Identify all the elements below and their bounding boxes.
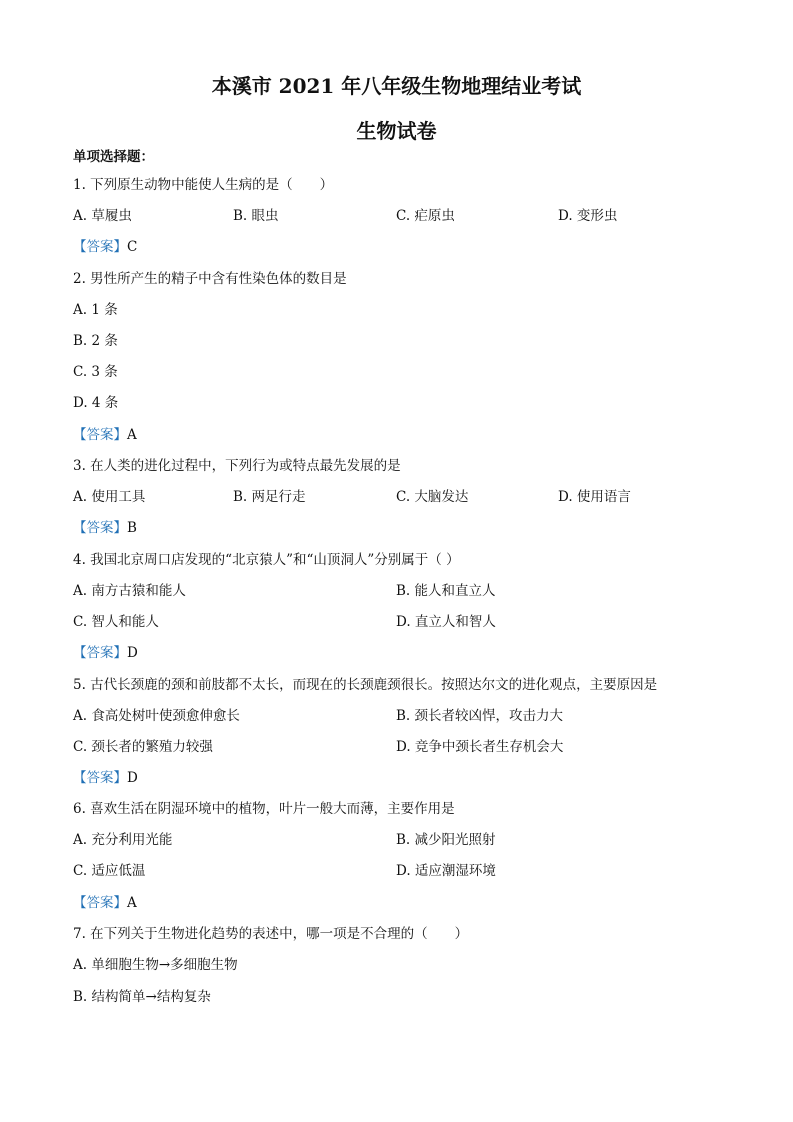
- question-3-option-c: C. 大脑发达: [396, 489, 469, 505]
- question-7-option-b: B. 结构简单→结构复杂: [73, 989, 211, 1005]
- answer-value: B: [127, 520, 137, 536]
- question-4-option-c: C. 智人和能人: [73, 614, 159, 630]
- question-5-stem: 5. 古代长颈鹿的颈和前肢都不太长，而现在的长颈鹿颈很长。按照达尔文的进化观点，主要原因是: [73, 677, 658, 693]
- question-6-option-d: D. 适应潮湿环境: [396, 863, 496, 879]
- question-7-stem: 7. 在下列关于生物进化趋势的表述中，哪一项是不合理的（ ）: [73, 926, 469, 942]
- answer-value: A: [127, 895, 137, 911]
- question-2-option-a: A. 1 条: [73, 302, 118, 318]
- question-6-stem: 6. 喜欢生活在阴湿环境中的植物，叶片一般大而薄，主要作用是: [73, 801, 455, 817]
- question-3-option-b: B. 两足行走: [233, 489, 306, 505]
- question-6-answer: [73, 894, 137, 912]
- question-6-option-b: B. 减少阳光照射: [396, 832, 496, 848]
- question-1-option-b: B. 眼虫: [233, 208, 279, 224]
- question-5-option-a: A. 食高处树叶使颈愈伸愈长: [73, 708, 240, 724]
- question-1-stem: 1. 下列原生动物中能使人生病的是（ ）: [73, 177, 334, 193]
- question-1-option-a: A. 草履虫: [73, 208, 132, 224]
- answer-tag: 【答案】: [73, 895, 127, 911]
- question-4-stem: 4. 我国北京周口店发现的“北京猿人”和“山顶洞人”分别属于（ ）: [73, 552, 460, 568]
- answer-tag: 【答案】: [73, 520, 127, 536]
- question-4-option-d: D. 直立人和智人: [396, 614, 496, 630]
- answer-tag: 【答案】: [73, 239, 127, 255]
- question-6-option-c: C. 适应低温: [73, 863, 146, 879]
- answer-value: D: [127, 645, 138, 661]
- question-2-option-c: C. 3 条: [73, 364, 118, 380]
- answer-tag: 【答案】: [73, 770, 127, 786]
- exam-title: 本溪市 2021 年八年级生物地理结业考试: [211, 74, 582, 98]
- question-1-option-d: D. 变形虫: [558, 208, 618, 224]
- question-2-stem: 2. 男性所产生的精子中含有性染色体的数目是: [73, 271, 347, 287]
- answer-value: D: [127, 770, 138, 786]
- section-heading: 单项选择题：: [73, 149, 154, 165]
- question-3-option-d: D. 使用语言: [558, 489, 631, 505]
- answer-tag: 【答案】: [73, 645, 127, 661]
- question-7-option-a: A. 单细胞生物→多细胞生物: [73, 957, 238, 973]
- question-3-answer: [73, 519, 137, 537]
- answer-value: C: [127, 239, 138, 255]
- question-3-stem: 3. 在人类的进化过程中，下列行为或特点最先发展的是: [73, 458, 401, 474]
- question-4-option-a: A. 南方古猿和能人: [73, 583, 186, 599]
- question-2-answer: [73, 426, 137, 444]
- answer-value: A: [127, 427, 137, 443]
- exam-subtitle: 生物试卷: [356, 119, 437, 143]
- question-2-option-b: B. 2 条: [73, 333, 118, 349]
- question-6-option-a: A. 充分利用光能: [73, 832, 173, 848]
- question-1-option-c: C. 疟原虫: [396, 208, 455, 224]
- question-2-option-d: D. 4 条: [73, 395, 119, 411]
- question-3-option-a: A. 使用工具: [73, 489, 146, 505]
- question-5-option-b: B. 颈长者较凶悍，攻击力大: [396, 708, 564, 724]
- question-5-option-c: C. 颈长者的繁殖力较强: [73, 739, 213, 755]
- question-4-option-b: B. 能人和直立人: [396, 583, 496, 599]
- question-5-option-d: D. 竞争中颈长者生存机会大: [396, 739, 564, 755]
- question-5-answer: [73, 769, 138, 787]
- answer-tag: 【答案】: [73, 427, 127, 443]
- question-4-answer: [73, 644, 138, 662]
- question-1-answer: [73, 238, 137, 256]
